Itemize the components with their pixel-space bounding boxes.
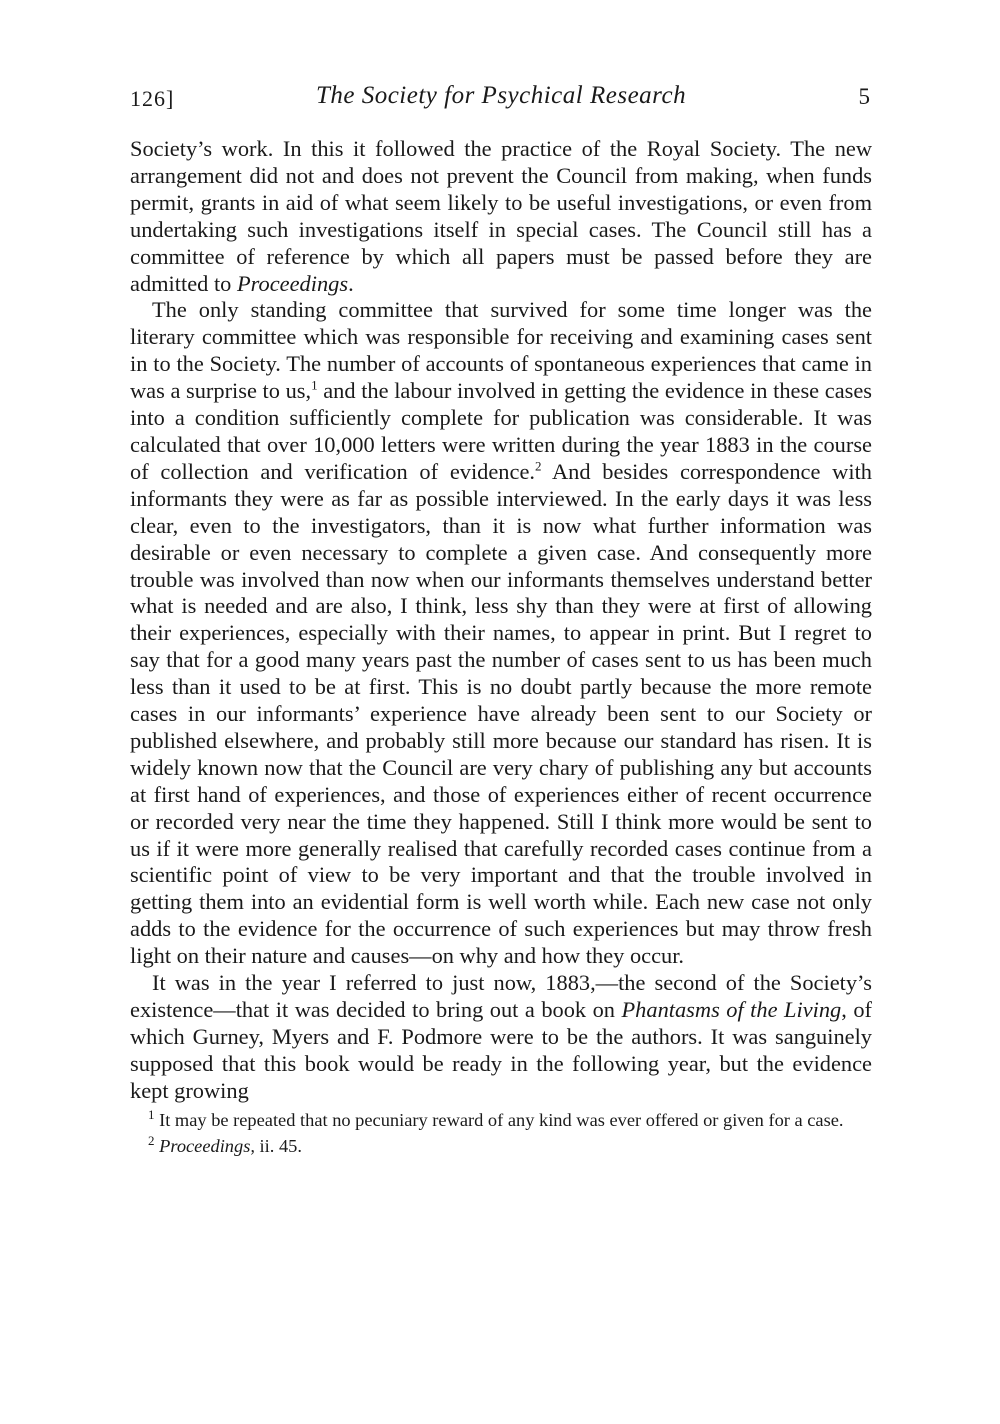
text-run: Society’s work. In this it followed the practice of the Royal Society. The new arrangement did not and does not prevent the Council from making, when funds permit, grants in aid of what seem likely to be useful investigations, or even from undertaking such investigations itself in special cases. The Council still has a committee of reference by which all papers must be passed before they are admitted to (130, 136, 872, 296)
book-title: Phantasms of the Living (621, 997, 842, 1022)
journal-title: Proceedings, (159, 1135, 255, 1156)
text-run: And besides correspondence with informants they were as far as possible interviewed. In the early days it was less clear, even to the investigators, than it is now what further information was desirable or even necessary to complete a given case. And consequently more trouble was involved than now when our informants themselves understand better what is needed and are also, I think, less shy than they were at first of allowing their experiences, especially with their names, to appear in print. But I regret to say that for a good many years past the number of cases sent to us has been much less than it used to be at first. This is no doubt partly because the more remote cases in our informants’ experience have already been sent to our Society or published elsewhere, and probably still more because our standard has risen. It is widely known now that the Council are very chary of publishing any but accounts at first hand of experiences, and those of experiences either of recent occurrence or recorded very near the time they happened. Still I think more would be sent to us if it were more generally realised that carefully recorded cases continue from a scientific point of view to be very important and that the trouble involved in getting them into an evidential form is well worth while. Each new case not only adds to the evidence for the occurrence of such experiences but may throw fresh light on their nature and causes—on why and how they occur. (130, 458, 872, 969)
footnote-text: It may be repeated that no pecuniary reward of any kind was ever offered or given for a case. (154, 1109, 844, 1130)
text-run: and the labour involved in getting the evidence in these cases into a condition sufficiently complete for publication was considerable. It was calculated that over 10,000 letters were written during the year 1883 in the course of collection and verification of evidence. (130, 378, 872, 484)
footnote (130, 1106, 872, 1131)
page-reference: 126] (130, 86, 175, 111)
paragraph (130, 136, 872, 297)
running-title: The Society for Psychical Research (315, 82, 687, 109)
footnote-marker: 1 (311, 377, 318, 393)
footnote-number: 1 (148, 1106, 155, 1122)
running-header (130, 82, 872, 122)
page-number: 5 (858, 84, 870, 109)
text-run: It was in the year I referred to just now, 1883,—the second of the Society’s existence—that it was decided to bring out a book on (130, 970, 872, 1022)
text-run: The only standing committee that survived for some time longer was the literary committee which was responsible for receiving and examining cases sent in to the Society. The number of accounts of spontaneous experiences that came in was a surprise to us, (130, 297, 872, 404)
footnote (130, 1132, 872, 1157)
paragraph (130, 970, 872, 1105)
footnotes (130, 1106, 872, 1157)
footnote-marker: 2 (534, 458, 542, 474)
text-run: , of which Gurney, Myers and F. Podmore were to be the authors. It was sanguinely supposed that this book would be ready in the following year, but the evidence kept growing (130, 997, 873, 1103)
paragraph (130, 297, 872, 970)
book-page (130, 82, 872, 1157)
journal-title: Proceedings (236, 270, 349, 296)
text-run: . (348, 270, 354, 296)
body-text (130, 136, 872, 1105)
footnote-text: ii. 45. (254, 1135, 302, 1156)
footnote-number: 2 (148, 1132, 155, 1148)
